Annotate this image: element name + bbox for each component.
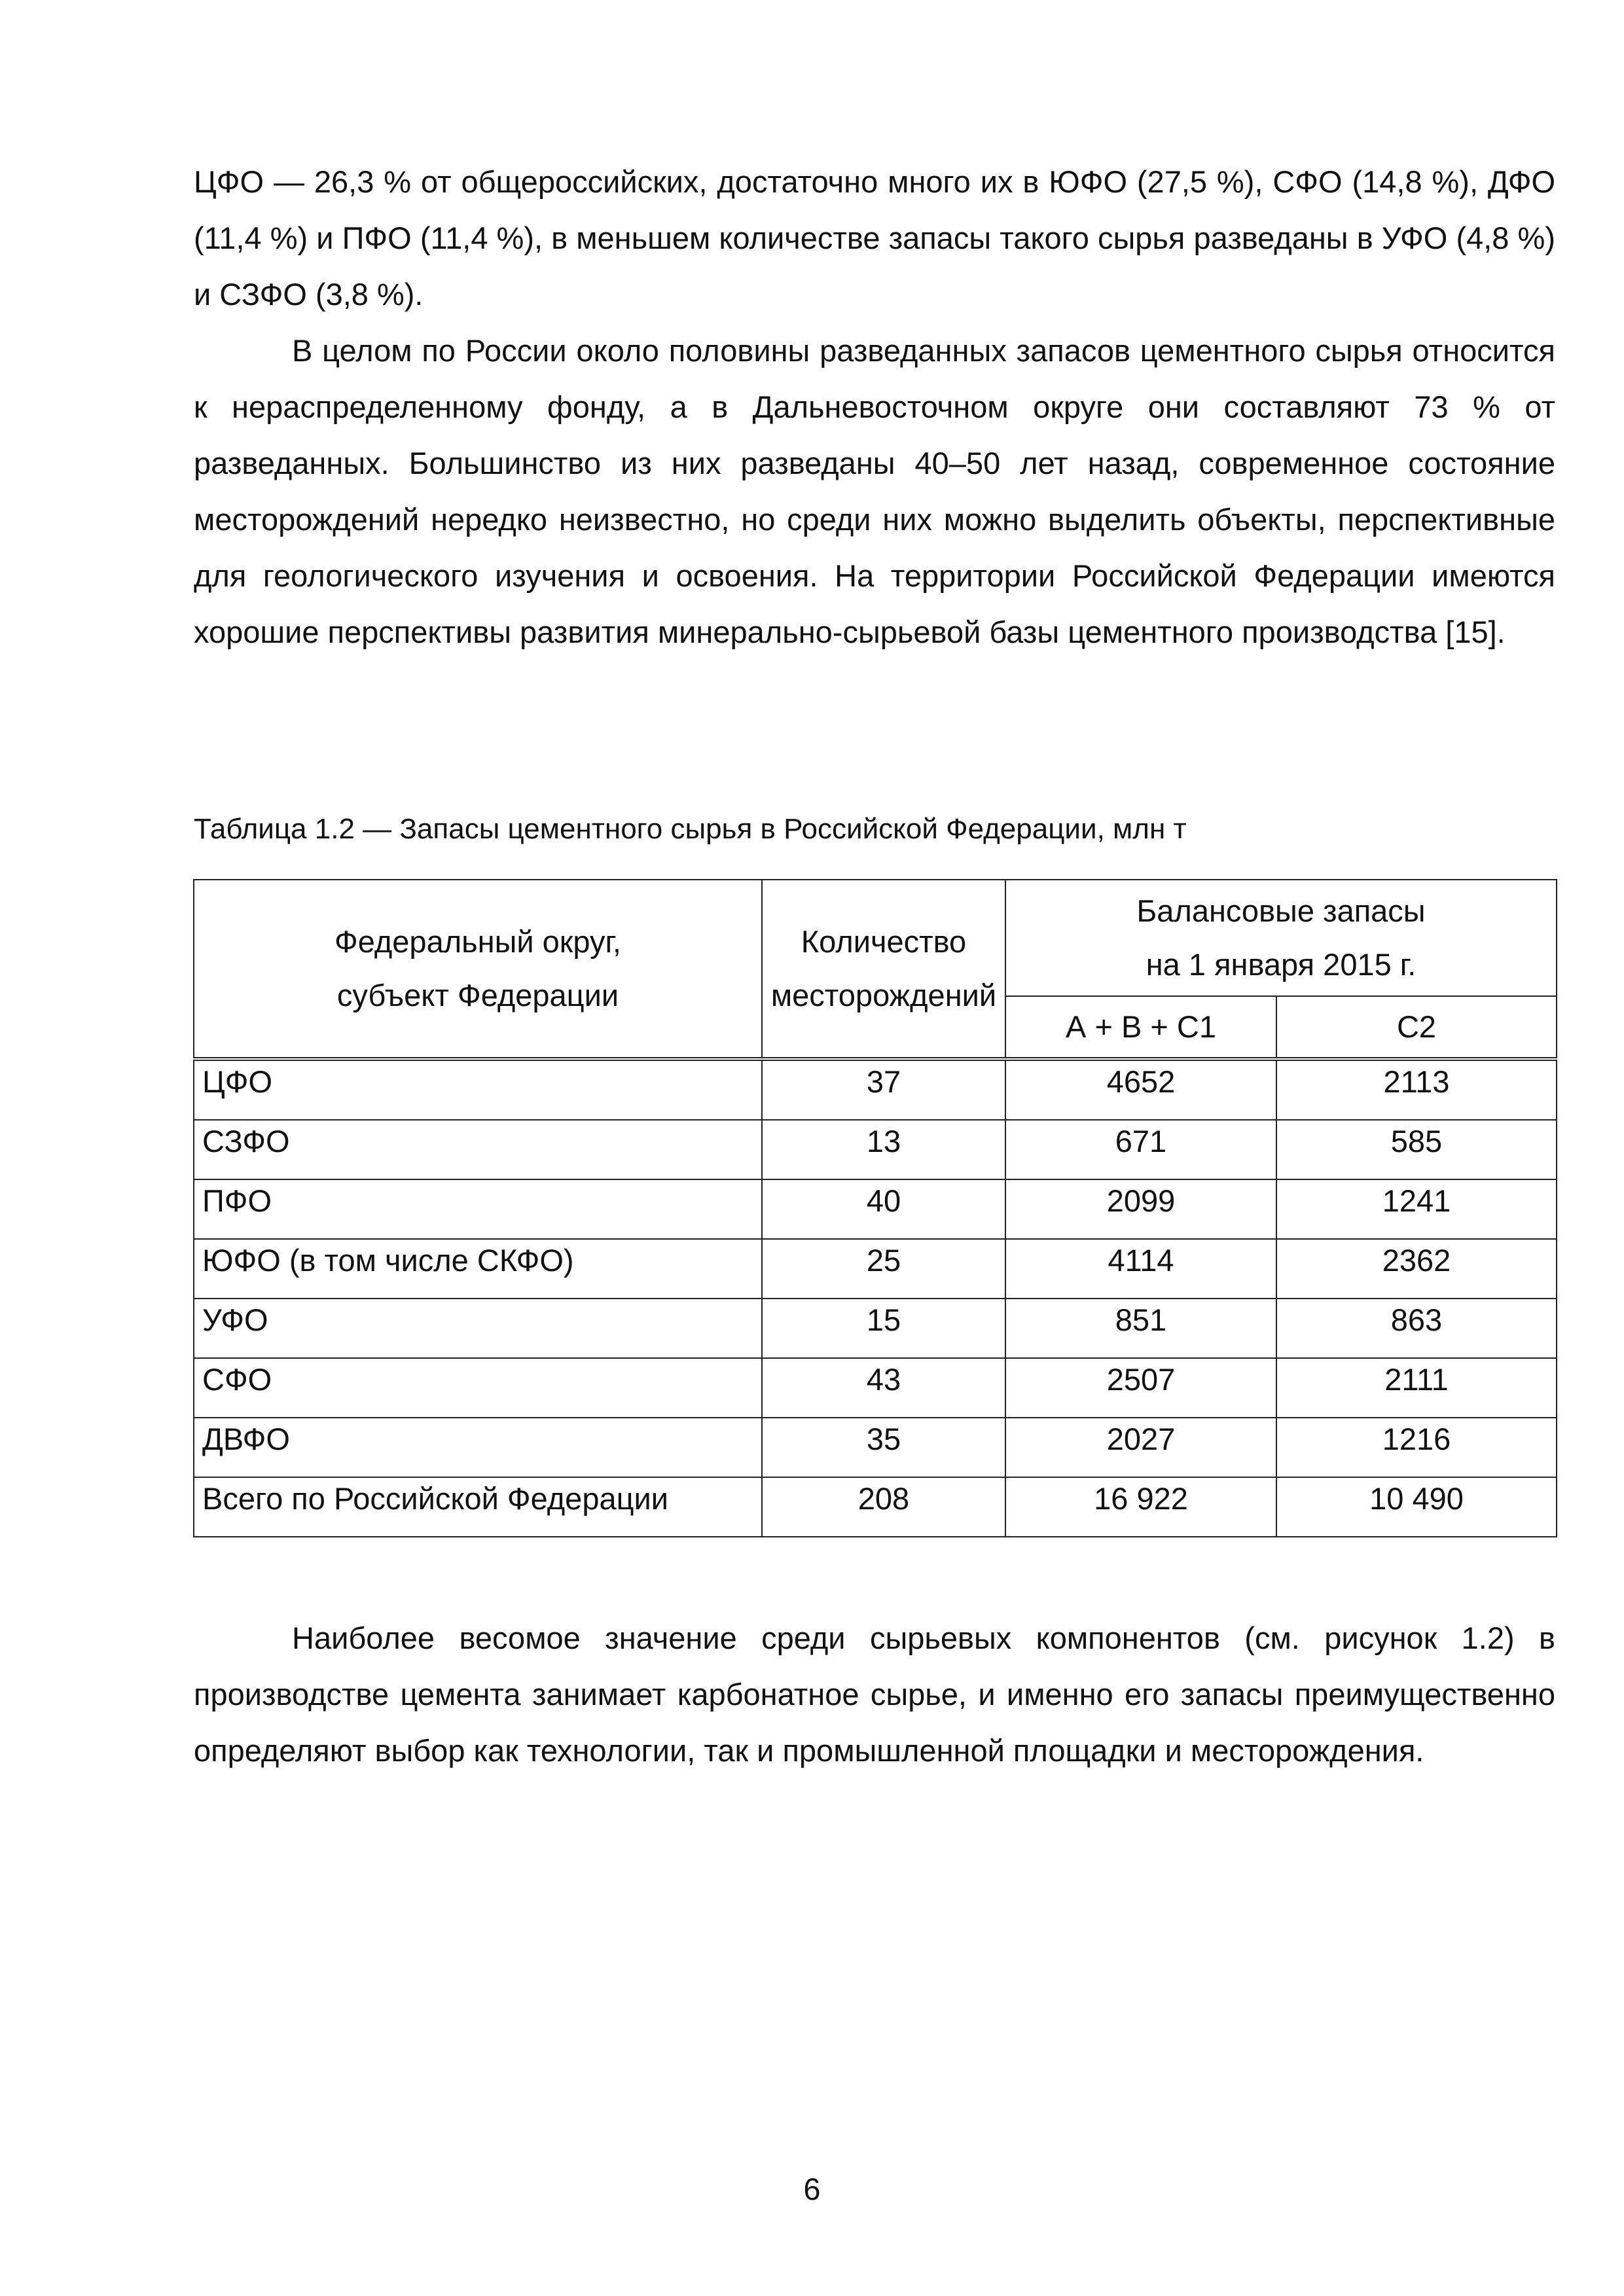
table-row: [194, 1418, 1557, 1477]
header-reserves-line2: на 1 января 2015 г.: [1146, 947, 1416, 982]
cell-count: 208: [762, 1477, 1005, 1537]
cell-abc1: 851: [1005, 1299, 1276, 1358]
table-row: [194, 1179, 1557, 1239]
cell-count: 43: [762, 1358, 1005, 1418]
cell-abc1: 2507: [1005, 1358, 1276, 1418]
table-row: [194, 1120, 1557, 1179]
header-reserves-line1: Балансовые запасы: [1136, 893, 1426, 928]
cell-count: 15: [762, 1299, 1005, 1358]
header-district-line1: Федеральный округ,: [334, 924, 621, 959]
cell-abc1: 4114: [1005, 1239, 1276, 1299]
page-number: 6: [803, 2172, 821, 2206]
cell-count: 35: [762, 1418, 1005, 1477]
cell-district: СФО: [194, 1358, 762, 1418]
reserves-table: [193, 879, 1557, 1537]
cell-count: 40: [762, 1179, 1005, 1239]
cell-abc1: 2099: [1005, 1179, 1276, 1239]
header-count-line1: Количество: [801, 924, 967, 959]
cell-district: УФО: [194, 1299, 762, 1358]
header-deposit-count: [762, 880, 1005, 1059]
cell-c2: 863: [1276, 1299, 1557, 1358]
header-district-line2: субъект Федерации: [336, 978, 619, 1013]
table-row: [194, 1059, 1557, 1120]
cell-c2: 2362: [1276, 1239, 1557, 1299]
table-row: [194, 1299, 1557, 1358]
cell-district: СЗФО: [194, 1120, 762, 1179]
cell-abc1: 671: [1005, 1120, 1276, 1179]
header-balance-reserves: [1005, 880, 1557, 996]
cell-c2: 1216: [1276, 1418, 1557, 1477]
cell-count: 25: [762, 1239, 1005, 1299]
cell-abc1: 16 922: [1005, 1477, 1276, 1537]
cell-count: 37: [762, 1059, 1005, 1120]
cell-abc1: 2027: [1005, 1418, 1276, 1477]
paragraph-reserves-overview: В целом по России около половины разведанных запасов цементного сырья относится к нераспределенному фонду, а в Дальневосточном округе они составляют 73 % от разведанных. Большинство из них разведаны 40–50 лет назад, современное состояние месторождений нередко неизвестно, но среди них можно выделить объекты, перспективные для геологического изучения и освоения. На территории Российской Федерации имеются хорошие перспективы развития минерально-сырьевой базы цементного производства [15].: [194, 333, 1555, 649]
paragraph-intro: ЦФО — 26,3 % от общероссийских, достаточно много их в ЮФО (27,5 %), СФО (14,8 %), ДФО (11,4 %) и ПФО (11,4 %), в меньшем количестве запасы такого сырья разведаны в УФО (4,8 %) и СЗФО (3,8 %).: [194, 164, 1555, 312]
header-count-line2: месторождений: [770, 978, 997, 1013]
header-c2: С2: [1276, 996, 1557, 1059]
cell-c2: 1241: [1276, 1179, 1557, 1239]
paragraph-carbonate-raw: Наиболее весомое значение среди сырьевых компонентов (см. рисунок 1.2) в производстве цемента занимает карбонатное сырье, и именно его запасы преимущественно определяют выбор как технологии, так и промышленной площадки и месторождения.: [194, 1621, 1555, 1768]
table-row: [194, 1358, 1557, 1418]
header-district: [194, 880, 762, 1059]
cell-c2: 585: [1276, 1120, 1557, 1179]
table-row: [194, 1239, 1557, 1299]
cell-district: ПФО: [194, 1179, 762, 1239]
cell-district: Всего по Российской Федерации: [194, 1477, 762, 1537]
cell-district: ЦФО: [194, 1059, 762, 1120]
cell-c2: 10 490: [1276, 1477, 1557, 1537]
cell-abc1: 4652: [1005, 1059, 1276, 1120]
cell-c2: 2113: [1276, 1059, 1557, 1120]
cell-c2: 2111: [1276, 1358, 1557, 1418]
cell-count: 13: [762, 1120, 1005, 1179]
table-caption: Таблица 1.2 — Запасы цементного сырья в Российской Федерации, млн т: [194, 813, 1187, 845]
cell-district: ЮФО (в том числе СКФО): [194, 1239, 762, 1299]
header-abc1: А + В + С1: [1005, 996, 1276, 1059]
cell-district: ДВФО: [194, 1418, 762, 1477]
table-row-total: [194, 1477, 1557, 1537]
